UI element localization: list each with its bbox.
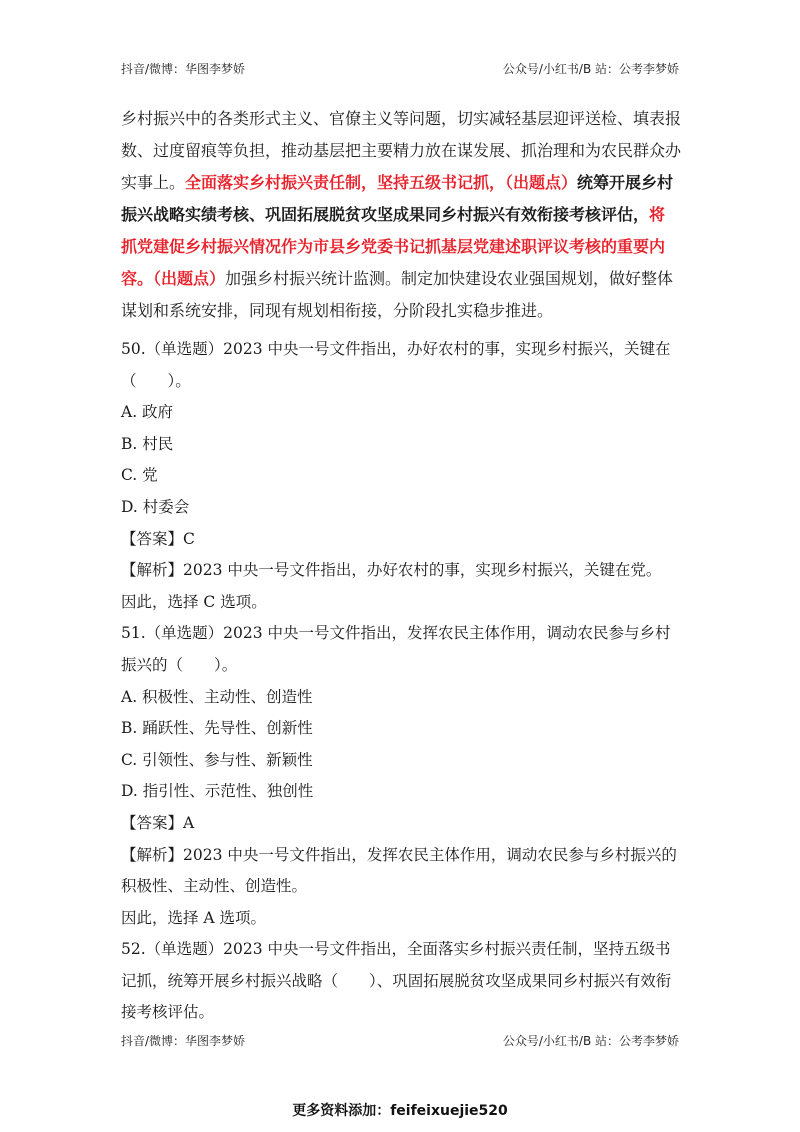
answer-text: 【答案】C: [121, 529, 195, 548]
contact-note: 更多资料添加：feifeixuejie520: [292, 1103, 508, 1119]
conclusion-text: 因此，选择 C 选项。: [121, 592, 267, 611]
question-50-stem: 50.（单选题）2023 中央一号文件指出，办好农村的事，实现乡村振兴，关键在（ ）。: [121, 340, 671, 390]
intro-paragraph: [121, 103, 681, 327]
page-header: [121, 60, 679, 77]
header-left-text: 抖音/微博：华图李梦娇: [121, 62, 246, 76]
questions-section: [121, 334, 681, 1029]
page-footer: [121, 1032, 679, 1049]
option-a: A. 政府: [121, 403, 174, 422]
footer-right-text: 公众号/小红书/B 站：公考李梦娇: [502, 1034, 679, 1048]
highlight-text: 将抓党建促乡村振兴情况作为市县乡党委书记抓基层党建述职评议考核的重要内容。（出题点）: [121, 205, 666, 288]
option-b: B. 村民: [121, 434, 174, 453]
option-d: D. 指引性、示范性、独创性: [121, 782, 314, 801]
question-51-stem: 51.（单选题）2023 中央一号文件指出，发挥农民主体作用，调动农民参与乡村振兴的（ ）。: [121, 624, 671, 674]
analysis-text: 【解析】2023 中央一号文件指出，办好农村的事，实现乡村振兴，关键在党。: [121, 561, 662, 580]
intro-text: 加强乡村振兴统计监测。制定加快建设农业强国规划，做好整体谋划和系统安排，同现有规划相衔接，分阶段扎实稳步推进。: [121, 269, 674, 320]
footer-left-text: 抖音/微博：华图李梦娇: [121, 1034, 246, 1048]
option-d: D. 村委会: [121, 497, 190, 516]
header-right-text: 公众号/小红书/B 站：公考李梦娇: [502, 62, 679, 76]
analysis-text: 【解析】2023 中央一号文件指出，发挥农民主体作用，调动农民参与乡村振兴的积极性、主动性、创造性。: [121, 845, 677, 896]
bold-text: 统筹开展乡村振兴战略实绩考核、巩固拓展脱贫攻坚成果同乡村振兴有效衔接考核评估，: [121, 173, 674, 224]
option-a: A. 积极性、主动性、创造性: [121, 687, 313, 706]
option-c: C. 党: [121, 466, 158, 485]
option-c: C. 引领性、参与性、新颖性: [121, 750, 313, 769]
answer-text: 【答案】A: [121, 813, 195, 832]
option-b: B. 踊跃性、先导性、创新性: [121, 719, 313, 738]
intro-text: 乡村振兴中的各类形式主义、官僚主义等问题，切实减轻基层迎评送检、填表报数、过度留痕等负担，推动基层把主要精力放在谋发展、抓治理和为农民群众办实事上。: [121, 109, 682, 192]
question-52-stem: 52.（单选题）2023 中央一号文件指出，全面落实乡村振兴责任制，坚持五级书记抓，统筹开展乡村振兴战略（ ）、巩固拓展脱贫攻坚成果同乡村振兴有效衔接考核评估。: [121, 940, 672, 1022]
highlight-text: 全面落实乡村振兴责任制，坚持五级书记抓，（出题点）: [185, 173, 578, 192]
conclusion-text: 因此，选择 A 选项。: [121, 908, 267, 927]
